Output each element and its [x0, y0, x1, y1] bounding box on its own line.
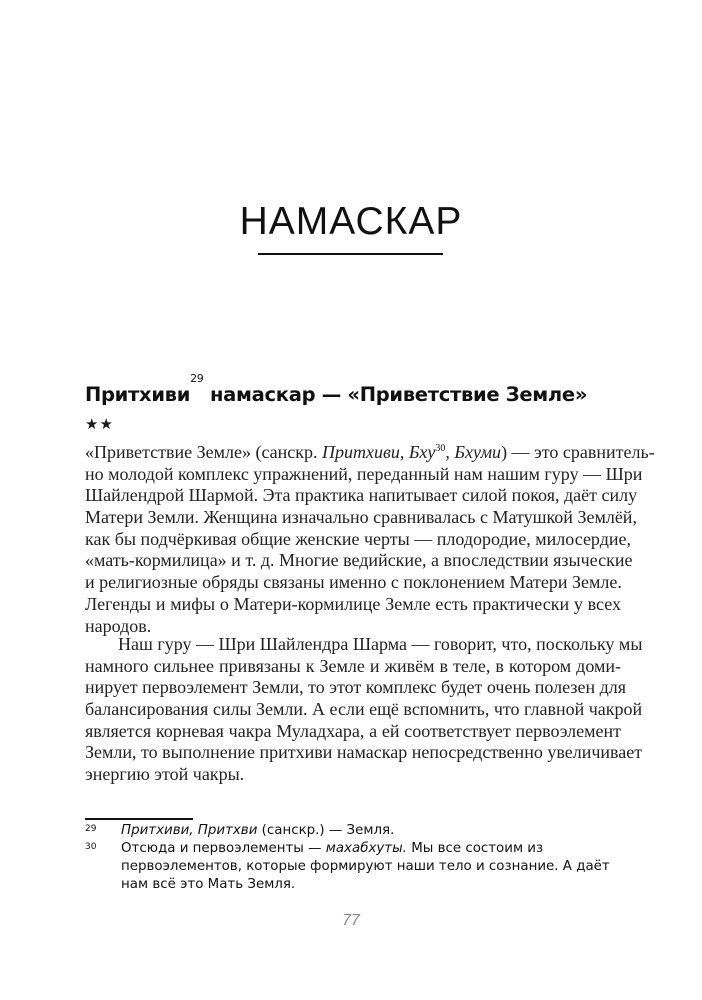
text-segment: балансирования силы Земли. А если ещё вспомнить, что главной чакрой — [85, 699, 643, 720]
heading-rest: намаскар — «Приветствие Земле» — [203, 383, 588, 406]
italic-text: Притхиви, Бху — [322, 442, 436, 462]
text-segment: но молодой комплекс упражнений, переданный нам нашим гуру — Шри — [85, 463, 643, 484]
text-segment: Отсюда и первоэлементы — — [121, 841, 326, 856]
text-segment: Наш гуру — Шри Шайлендра Шарма — говорит, что, поскольку мы — [118, 634, 643, 654]
chapter-title-underline — [258, 253, 443, 255]
text-line — [85, 442, 655, 464]
text-line — [85, 764, 621, 786]
text-segment: Мы все состоим из первоэлементов, которые формируют наши тело и сознание. А даёт нам всё это Мать Земля. — [121, 841, 610, 892]
footnote-29 — [85, 822, 622, 840]
text-segment: энергию этой чакры. — [85, 764, 245, 785]
chapter-title: НАМАСКАР — [239, 200, 463, 243]
text-segment: народов. — [85, 615, 152, 636]
footnote-separator — [85, 818, 193, 820]
footnote-number: 29 — [85, 824, 97, 834]
text-line — [85, 742, 643, 764]
footnote-ref[interactable]: 30 — [435, 443, 446, 454]
text-segment: как бы подчёркивая общие женские черты — плодородие, милосердие, — [85, 528, 631, 549]
text-line — [85, 656, 621, 678]
text-line — [85, 528, 631, 551]
text-segment: Шайлендрой Шармой. Эта практика напитывает силой покоя, даёт силу — [85, 485, 638, 506]
footnote-text — [121, 822, 622, 840]
italic-text: Притхиви, Притхви — [121, 823, 258, 838]
difficulty-stars: ★★ — [85, 415, 114, 433]
text-segment: «Приветствие Земле» (санскр. — [85, 442, 323, 462]
text-segment: ) — это сравнитель- — [501, 442, 655, 462]
text-line — [85, 572, 621, 594]
text-line — [85, 507, 637, 529]
footnote-number: 30 — [85, 842, 97, 852]
text-segment: «мать-кормилица» и т. д. Многие ведийские, а впоследствии языческие — [85, 550, 633, 571]
text-segment: Легенды и мифы о Матери-кормилице Земле есть практически у всех — [85, 593, 621, 614]
text-segment: нирует первоэлемент Земли, то этот комплекс будет очень полезен для — [85, 677, 627, 698]
text-line — [85, 677, 627, 699]
text-segment: намного сильнее привязаны к Земле и живём в теле, в котором доми- — [85, 655, 621, 676]
page-number: 77 — [342, 912, 360, 929]
footnote-text — [121, 840, 622, 894]
footnote-30 — [85, 840, 622, 894]
text-segment: , — [445, 442, 455, 462]
text-segment: Земли, то выполнение притхиви намаскар непосредственно увеличивает — [85, 742, 643, 763]
text-segment: Матери Земли. Женщина изначально сравнивалась с Матушкой Землёй, — [85, 507, 637, 528]
text-line — [85, 721, 621, 743]
text-line — [85, 550, 633, 572]
paragraph-1 — [85, 442, 655, 637]
text-segment: является корневая чакра Муладхара, а ей соответствует первоэлемент — [85, 720, 621, 741]
footnote-ref-29[interactable]: 29 — [190, 372, 204, 385]
text-segment: (санскр.) — Земля. — [257, 823, 395, 838]
section-heading — [85, 372, 588, 408]
text-line — [85, 634, 643, 656]
italic-text: махабхуты. — [325, 841, 407, 856]
text-segment: и религиозные обряды связаны именно с поклонением Матери Земле. — [85, 572, 622, 593]
text-line — [85, 699, 643, 721]
italic-text: Бхуми — [454, 442, 502, 462]
footnotes — [85, 822, 622, 894]
text-line — [85, 463, 643, 486]
text-line — [85, 594, 621, 616]
paragraph-2 — [85, 634, 643, 786]
heading-main: Притхиви — [85, 383, 191, 406]
text-line — [85, 485, 638, 507]
